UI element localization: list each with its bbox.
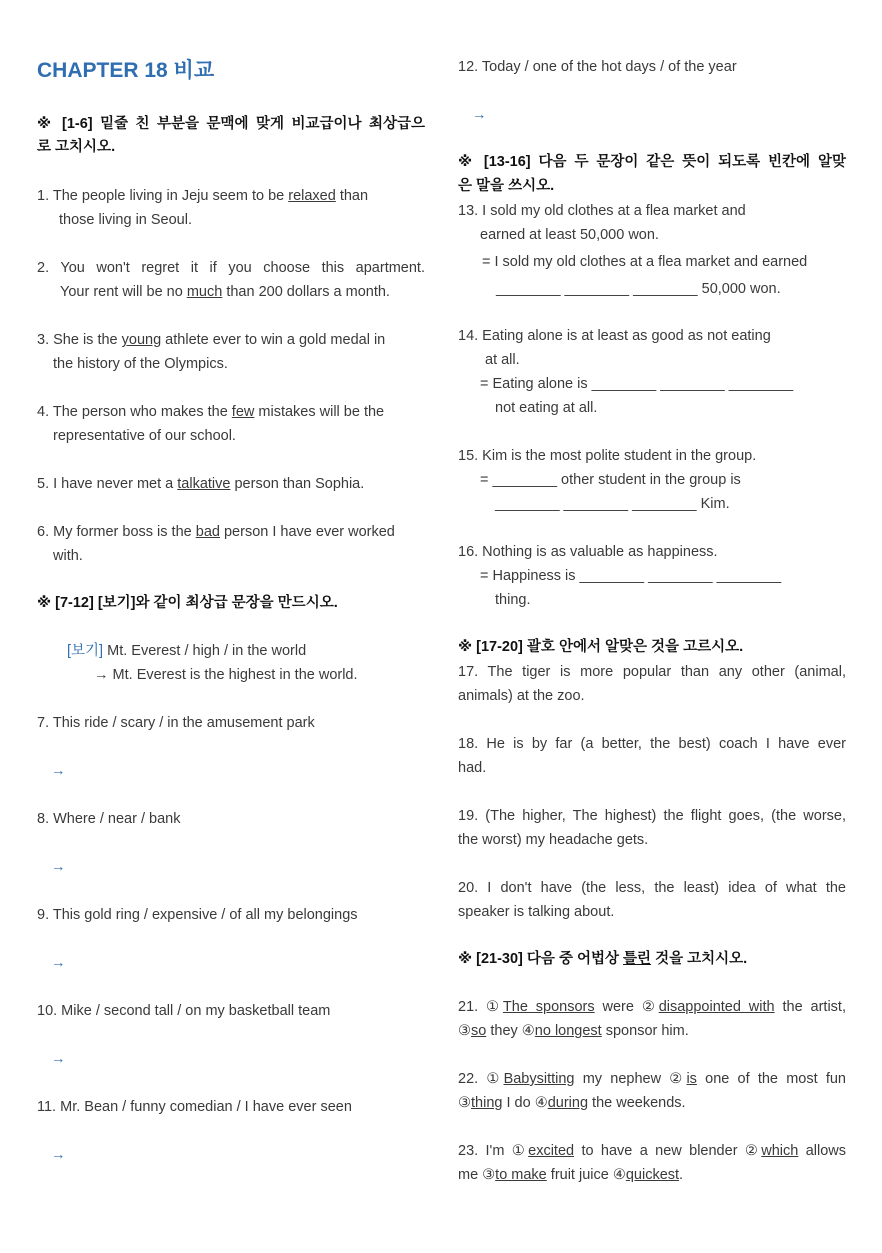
question-19 <box>458 804 846 828</box>
question-21-cont <box>458 1019 689 1043</box>
underlined-word: which <box>761 1143 799 1159</box>
underlined-word: few <box>231 404 255 420</box>
text-segment: person I have ever worked <box>219 524 395 540</box>
text-segment: to have a new blender ② <box>574 1143 762 1159</box>
answer-arrow-10: → <box>51 1051 66 1067</box>
underlined-word: quickest <box>625 1167 680 1183</box>
question-23-cont <box>458 1163 683 1187</box>
question-1 <box>37 184 368 208</box>
question-7: 7. This ride / scary / in the amusement park <box>37 715 315 731</box>
text-segment: ※ [13-16] 다음 두 문장이 같은 뜻이 되도록 빈칸에 알맞 <box>458 154 846 170</box>
question-17 <box>458 660 846 684</box>
chapter-title: CHAPTER 18 비교 <box>37 59 215 82</box>
text-segment: at all. <box>485 352 520 368</box>
text-segment: ※ [1-6] 밑줄 친 부분을 문맥에 맞게 비교급이나 최상급으 <box>37 116 425 132</box>
underlined-word: so <box>471 1023 487 1039</box>
question-13-cont <box>480 223 659 247</box>
question-8: 8. Where / near / bank <box>37 811 181 827</box>
question-12: 12. Today / one of the hot days / of the year <box>458 59 737 75</box>
answer-arrow-12: → <box>472 107 487 123</box>
text-segment: 6. My former boss is the <box>37 524 196 540</box>
question-2-cont <box>60 280 390 304</box>
question-18 <box>458 732 846 756</box>
text-segment: 2. You won't regret it if you choose this apartment. <box>37 260 425 276</box>
question-1-cont <box>59 208 192 232</box>
text-segment: = ________ other student in the group is <box>480 472 741 488</box>
example-prompt: Mt. Everest / high / in the world <box>107 643 307 659</box>
question-14-rewrite <box>480 372 793 396</box>
text-segment: ※ [7-12] [보기]와 같이 최상급 문장을 만드시오. <box>37 595 338 611</box>
text-segment: 21. ① <box>458 999 503 1015</box>
text-segment: 18. He is by far (a better, the best) coach I have ever <box>458 736 846 752</box>
underlined-word: 틀린 <box>623 951 652 967</box>
text-segment: allows <box>798 1143 846 1159</box>
question-13-blanks <box>496 277 781 301</box>
text-segment: 1. The people living in Jeju seem to be <box>37 188 289 204</box>
text-segment: person than Sophia. <box>230 476 365 492</box>
example-box <box>67 639 306 663</box>
text-segment: ________ ________ ________ Kim. <box>495 496 730 512</box>
example-answer-text: → Mt. Everest is the highest in the world. <box>94 667 358 683</box>
text-segment: 16. Nothing is as valuable as happiness. <box>458 544 718 560</box>
question-23 <box>458 1139 846 1163</box>
text-segment: those living in Seoul. <box>59 212 192 228</box>
question-16 <box>458 540 718 564</box>
text-segment: speaker is talking about. <box>458 904 615 920</box>
underlined-word: disappointed with <box>658 999 775 1015</box>
question-5 <box>37 472 364 496</box>
underlined-word: The sponsors <box>502 999 595 1015</box>
text-segment: representative of our school. <box>53 428 236 444</box>
text-segment: 15. Kim is the most polite student in the group. <box>458 448 757 464</box>
example-answer <box>94 663 358 687</box>
text-segment: Your rent will be no <box>60 284 187 300</box>
text-segment: 14. Eating alone is at least as good as not eating <box>458 328 771 344</box>
section-heading-13-16-cont <box>458 174 554 198</box>
text-segment: the history of the Olympics. <box>53 356 228 372</box>
text-segment: thing. <box>495 592 531 608</box>
question-14-cont <box>485 348 520 372</box>
text-segment: ③ <box>458 1023 471 1039</box>
answer-arrow-8: → <box>51 859 66 875</box>
text-segment: 23. I'm ① <box>458 1143 529 1159</box>
underlined-word: during <box>547 1095 589 1111</box>
text-segment: 5. I have never met a <box>37 476 178 492</box>
text-segment: had. <box>458 760 487 776</box>
question-13-rewrite <box>482 250 807 274</box>
text-segment: 13. I sold my old clothes at a flea market and <box>458 203 746 219</box>
example-tag: [보기] <box>67 643 104 659</box>
text-segment: not eating at all. <box>495 400 598 416</box>
question-14 <box>458 324 771 348</box>
text-segment: I do ④ <box>502 1095 548 1111</box>
text-segment: with. <box>53 548 83 564</box>
question-16-rewrite <box>480 564 781 588</box>
question-15-rewrite-cont <box>495 492 730 516</box>
section-heading-1-6 <box>37 112 425 136</box>
question-20 <box>458 876 846 900</box>
underlined-word: bad <box>195 524 220 540</box>
text-segment: earned at least 50,000 won. <box>480 227 659 243</box>
question-9: 9. This gold ring / expensive / of all my belongings <box>37 907 358 923</box>
question-17-cont <box>458 684 585 708</box>
text-segment: the artist, <box>774 999 846 1015</box>
text-segment: 22. ① <box>458 1071 504 1087</box>
question-10: 10. Mike / second tall / on my basketball team <box>37 1003 331 1019</box>
question-4-cont <box>53 424 236 448</box>
answer-arrow-9: → <box>51 955 66 971</box>
answer-arrow-11: → <box>51 1147 66 1163</box>
text-segment: animals) at the zoo. <box>458 688 585 704</box>
text-segment: than <box>335 188 369 204</box>
question-16-rewrite-cont <box>495 588 530 612</box>
text-segment: 로 고치시오. <box>37 139 116 155</box>
question-6 <box>37 520 395 544</box>
underlined-word: excited <box>528 1143 575 1159</box>
question-3 <box>37 328 385 352</box>
text-segment: 20. I don't have (the less, the least) idea of what the <box>458 880 846 896</box>
underlined-word: Babysitting <box>503 1071 575 1087</box>
question-22-cont <box>458 1091 686 1115</box>
text-segment: = Eating alone is ________ ________ ________ <box>480 376 794 392</box>
text-segment: 것을 고치시오. <box>651 951 748 967</box>
question-2 <box>37 256 425 280</box>
section-heading-17-20 <box>458 635 743 659</box>
underlined-word: talkative <box>177 476 231 492</box>
underlined-word: to make <box>495 1167 547 1183</box>
answer-arrow-7: → <box>51 763 66 779</box>
text-segment: ※ [21-30] 다음 중 어법상 <box>458 951 624 967</box>
text-segment: = Happiness is ________ ________ ________ <box>480 568 782 584</box>
text-segment: fruit juice ④ <box>546 1167 626 1183</box>
question-15 <box>458 444 756 468</box>
text-segment: the weekends. <box>588 1095 686 1111</box>
question-14-rewrite-cont <box>495 396 597 420</box>
section-heading-21-30 <box>458 947 747 971</box>
question-20-cont <box>458 900 614 924</box>
underlined-word: young <box>121 332 162 348</box>
text-segment: ※ [17-20] 괄호 안에서 알맞은 것을 고르시오. <box>458 639 744 655</box>
underlined-word: thing <box>471 1095 503 1111</box>
text-segment: mistakes will be the <box>254 404 385 420</box>
text-segment: they ④ <box>486 1023 535 1039</box>
section-heading-13-16 <box>458 150 846 174</box>
text-segment: than 200 dollars a month. <box>222 284 390 300</box>
text-segment: ________ ________ ________ 50,000 won. <box>496 281 781 297</box>
text-segment: 은 말을 쓰시오. <box>458 178 555 194</box>
underlined-word: is <box>686 1071 697 1087</box>
text-segment: 19. (The higher, The highest) the flight goes, (the worse, <box>458 808 846 824</box>
question-3-cont <box>53 352 228 376</box>
question-4 <box>37 400 384 424</box>
question-13 <box>458 199 746 223</box>
text-segment: the worst) my headache gets. <box>458 832 649 848</box>
section-heading-7-12 <box>37 591 338 615</box>
text-segment: athlete ever to win a gold medal in <box>161 332 386 348</box>
text-segment: ③ <box>458 1095 471 1111</box>
question-18-cont <box>458 756 486 780</box>
text-segment: my nephew ② <box>574 1071 687 1087</box>
text-segment: sponsor him. <box>601 1023 689 1039</box>
question-15-rewrite <box>480 468 741 492</box>
text-segment: were ② <box>594 999 659 1015</box>
text-segment: . <box>679 1167 684 1183</box>
underlined-word: much <box>186 284 223 300</box>
text-segment: one of the most fun <box>696 1071 846 1087</box>
underlined-word: no longest <box>534 1023 602 1039</box>
text-segment: 17. The tiger is more popular than any other (animal, <box>458 664 846 680</box>
underlined-word: relaxed <box>288 188 336 204</box>
text-segment: 4. The person who makes the <box>37 404 232 420</box>
text-segment: = I sold my old clothes at a flea market and earned <box>482 254 808 270</box>
text-segment: me ③ <box>458 1167 496 1183</box>
question-11: 11. Mr. Bean / funny comedian / I have ever seen <box>37 1099 352 1115</box>
question-19-cont <box>458 828 648 852</box>
question-6-cont <box>53 544 83 568</box>
section-heading-1-6-cont <box>37 135 115 159</box>
question-22 <box>458 1067 846 1091</box>
text-segment: 3. She is the <box>37 332 122 348</box>
question-21 <box>458 995 846 1019</box>
